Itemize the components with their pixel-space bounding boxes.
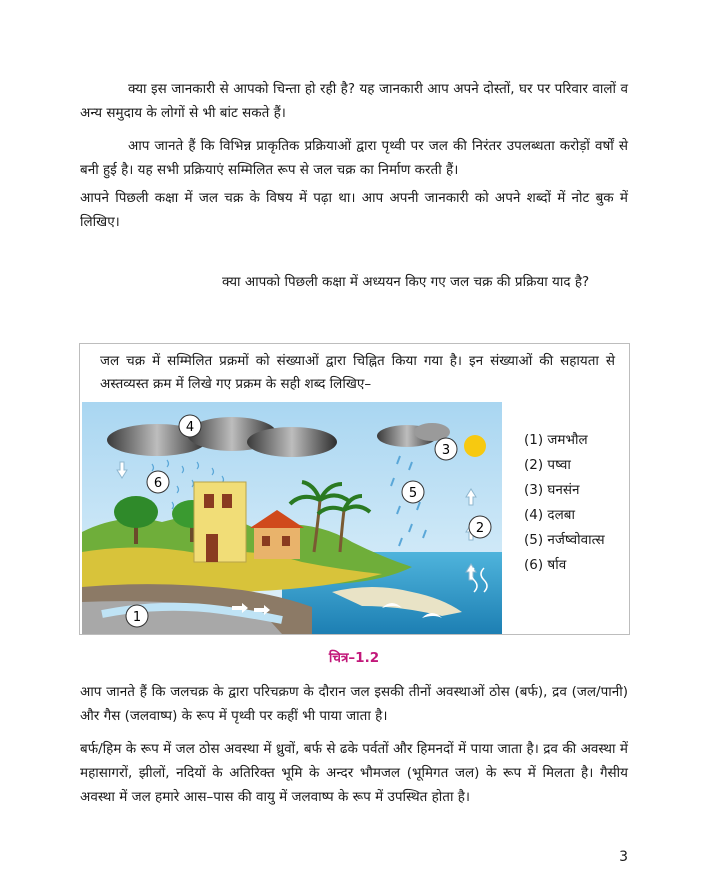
water-cycle-figure [79, 343, 630, 635]
water-cycle-illustration [82, 402, 502, 634]
jumbled-words-list [524, 428, 605, 578]
marker-1: 1 [132, 610, 142, 625]
paragraph-states: आप जानते हैं कि जलचक्र के द्वारा परिचक्रण के दौरान जल इसकी तीनों अवस्थाओं ठोस (बर्फ), द्रव (जल/पानी) और गैस (जलवाष्प) के रूप में पृथ्वी पर कहीं भी पाया जाता है। [80, 684, 628, 724]
list-item: (4) दलबा [524, 507, 575, 523]
marker-4: 4 [185, 420, 195, 435]
list-item: (3) घनसंन [524, 482, 580, 498]
list-item: (5) नर्जष्वोवात्स [524, 532, 605, 548]
list-item: (6) र्षाव [524, 557, 567, 573]
paragraph-processes: आप जानते हैं कि विभिन्न प्राकृतिक प्रक्रियाओं द्वारा पृथ्वी पर जल की निरंतर उपलब्धता करोड़ों वर्षों से बनी हुई है। यह सभी प्रक्रियाएं सम्मिलित रूप से जल चक्र का निर्माण करती हैं। [80, 138, 628, 178]
recall-question: क्या आपको पिछली कक्षा में अध्ययन किए गए जल चक्र की प्रक्रिया याद है? [222, 274, 590, 290]
paragraph-forms: बर्फ/हिम के रूप में जल ठोस अवस्था में ध्रुवों, बर्फ से ढके पर्वतों और हिमनदों में पाया जाता है। द्रव की अवस्था में महासागरों, झीलों, नदियों के अतिरिक्त भूमि के अन्दर भौमजल (भूमिगत जल) के रूप में मिलता है। गैसीय अवस्था में जल हमारे आस–पास की वायु में जलवाष्प के रूप में उपस्थित होता है। [80, 741, 628, 805]
list-item: (1) जमभौल [524, 432, 588, 448]
figure-instruction: जल चक्र में सम्मिलित प्रक्रमों को संख्याओं द्वारा चिह्नित किया गया है। इन संख्याओं की सहायता से अस्तव्यस्त क्रम में लिखे गए प्रक्रम के सही शब्द लिखिए– [100, 353, 615, 392]
figure-caption: चित्र–1.2 [328, 650, 380, 666]
marker-2: 2 [475, 521, 485, 536]
paragraph-notebook: आपने पिछली कक्षा में जल चक्र के विषय में पढ़ा था। आप अपनी जानकारी को अपने शब्दों में नोट बुक में लिखिए। [80, 190, 628, 230]
marker-5: 5 [408, 486, 418, 501]
marker-3: 3 [441, 443, 451, 458]
sun-icon [464, 435, 486, 457]
marker-6: 6 [153, 476, 163, 491]
paragraph-intro: क्या इस जानकारी से आपको चिन्ता हो रही है? यह जानकारी आप अपने दोस्तों, घर पर परिवार वालों व अन्य समुदाय के लोगों से भी बांट सकते हैं। [80, 81, 628, 121]
list-item: (2) पष्वा [524, 457, 571, 473]
page-number: 3 [619, 849, 628, 865]
